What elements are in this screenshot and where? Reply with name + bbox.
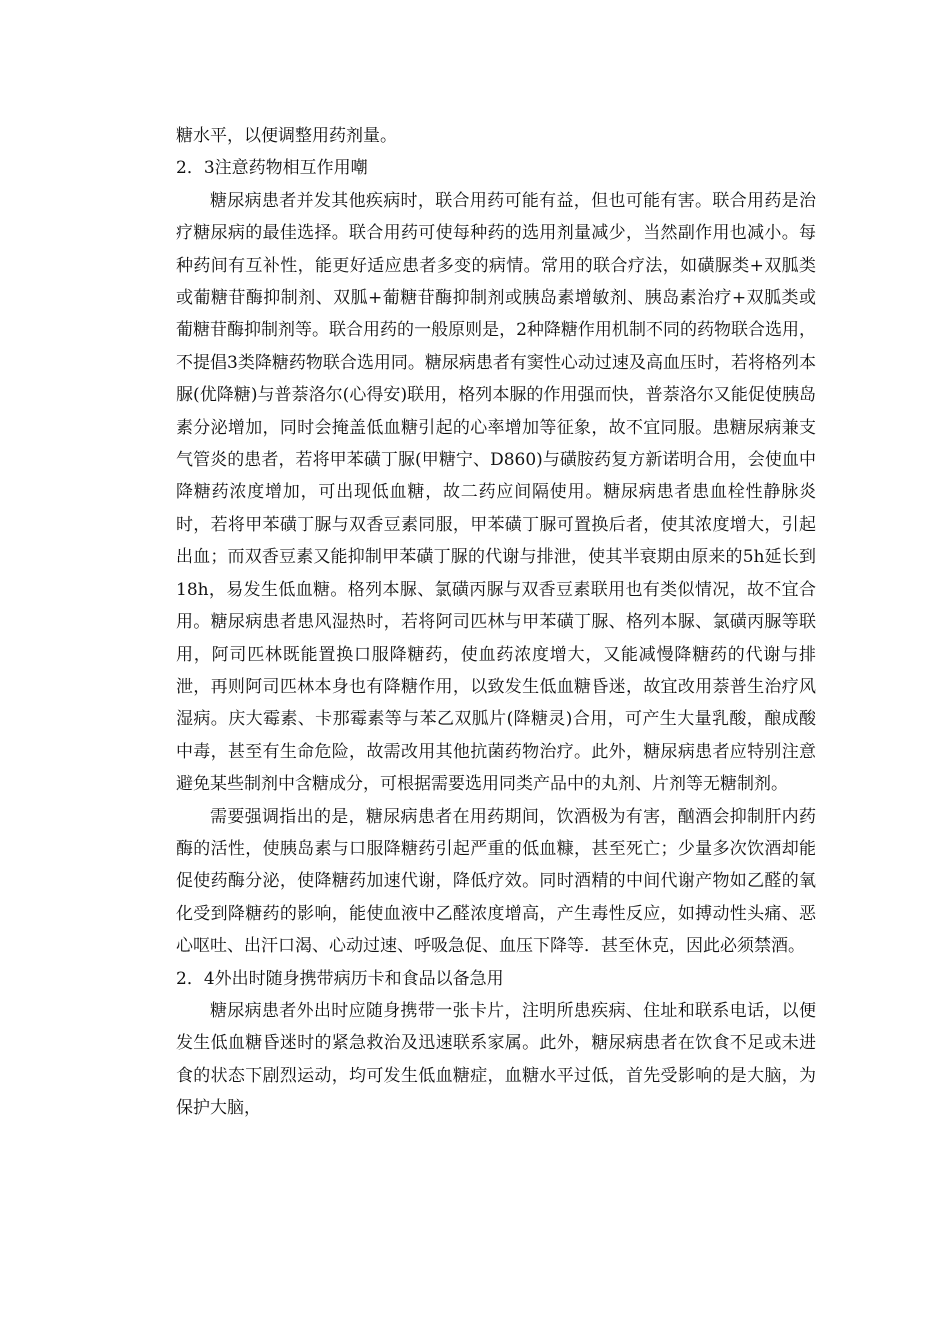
paragraph-drug-interactions: 糖尿病患者并发其他疾病时，联合用药可能有益，但也可能有害。联合用药是治疗糖尿病的最佳选择。联合用药可使每种药的选用剂量减少，当然副作用也减小。每种药间有互补性，能更好适应患者多变的病情。常用的联合疗法，如磺脲类+双胍类或葡糖苷酶抑制剂、双胍+葡糖苷酶抑制剂或胰岛素增敏剂、胰岛素治疗+双胍类或葡糖苷酶抑制剂等。联合用药的一般原则是，2种降糖作用机制不同的药物联合选用，不提倡3类降糖药物联合选用同。糖尿病患者有窦性心动过速及高血压时，若将格列本脲(优降糖)与普萘洛尔(心得安)联用，格列本脲的作用强而快，普萘洛尔又能促使胰岛素分泌增加，同时会掩盖低血糖引起的心率增加等征象，故不宜同服。患糖尿病兼支气管炎的患者，若将甲苯磺丁脲(甲糖宁、D860)与磺胺药复方新诺明合用，会使血中降糖药浓度增加，可出现低血糖，故二药应间隔使用。糖尿病患者患血栓性静脉炎时，若将甲苯磺丁脲与双香豆素同服，甲苯磺丁脲可置换后者，使其浓度增大，引起出血；而双香豆素又能抑制甲苯磺丁脲的代谢与排泄，使其半衰期由原来的5h延长到18h，易发生低血糖。格列本脲、氯磺丙脲与双香豆素联用也有类似情况，故不宜合用。糖尿病患者患风湿热时，若将阿司匹林与甲苯磺丁脲、格列本脲、氯磺丙脲等联用，阿司匹林既能置换口服降糖药，使血药浓度增大，又能减慢降糖药的代谢与排泄，再则阿司匹林本身也有降糖作用，以致发生低血糖昏迷，故宜改用萘普生治疗风湿病。庆大霉素、卡那霉素等与苯乙双胍片(降糖灵)合用，可产生大量乳酸，酿成酸中毒，甚至有生命危险，故需改用其他抗菌药物治疗。此外，糖尿病患者应特别注意避免某些制剂中含糖成分，可根据需要选用同类产品中的丸剂、片剂等无糖制剂。 xyxy=(176,190,816,795)
section-heading-2-4: 2．4外出时随身携带病历卡和食品以备急用 xyxy=(176,968,504,989)
paragraph-carry-card: 糖尿病患者外出时应随身携带一张卡片，注明所患疾病、住址和联系电话，以便发生低血糖昏迷时的紧急救治及迅速联系家属。此外，糖尿病患者在饮食不足或未进食的状态下剧烈运动，均可发生低血糖症，血糖水平过低，首先受影响的是大脑，为保护大脑， xyxy=(176,1000,816,1119)
document-body xyxy=(176,120,816,1125)
paragraph-alcohol-warning: 需要强调指出的是，糖尿病患者在用药期间，饮酒极为有害，酗酒会抑制肝内药酶的活性，使胰岛素与口服降糖药引起严重的低血糠，甚至死亡；少量多次饮酒却能促使药酶分泌，使降糖药加速代谢，降低疗效。同时酒精的中间代谢产物如乙醛的氧化受到降糖药的影响，能使血液中乙醛浓度增高，产生毒性反应，如搏动性头痛、恶心呕吐、出汗口渴、心动过速、呼吸急促、血压下降等．甚至休克，因此必须禁酒。 xyxy=(176,806,816,957)
continued-paragraph: 糖水平，以便调整用药剂量。 xyxy=(176,126,397,146)
section-heading-2-3: 2．3注意药物相互作用嘲 xyxy=(176,158,368,179)
